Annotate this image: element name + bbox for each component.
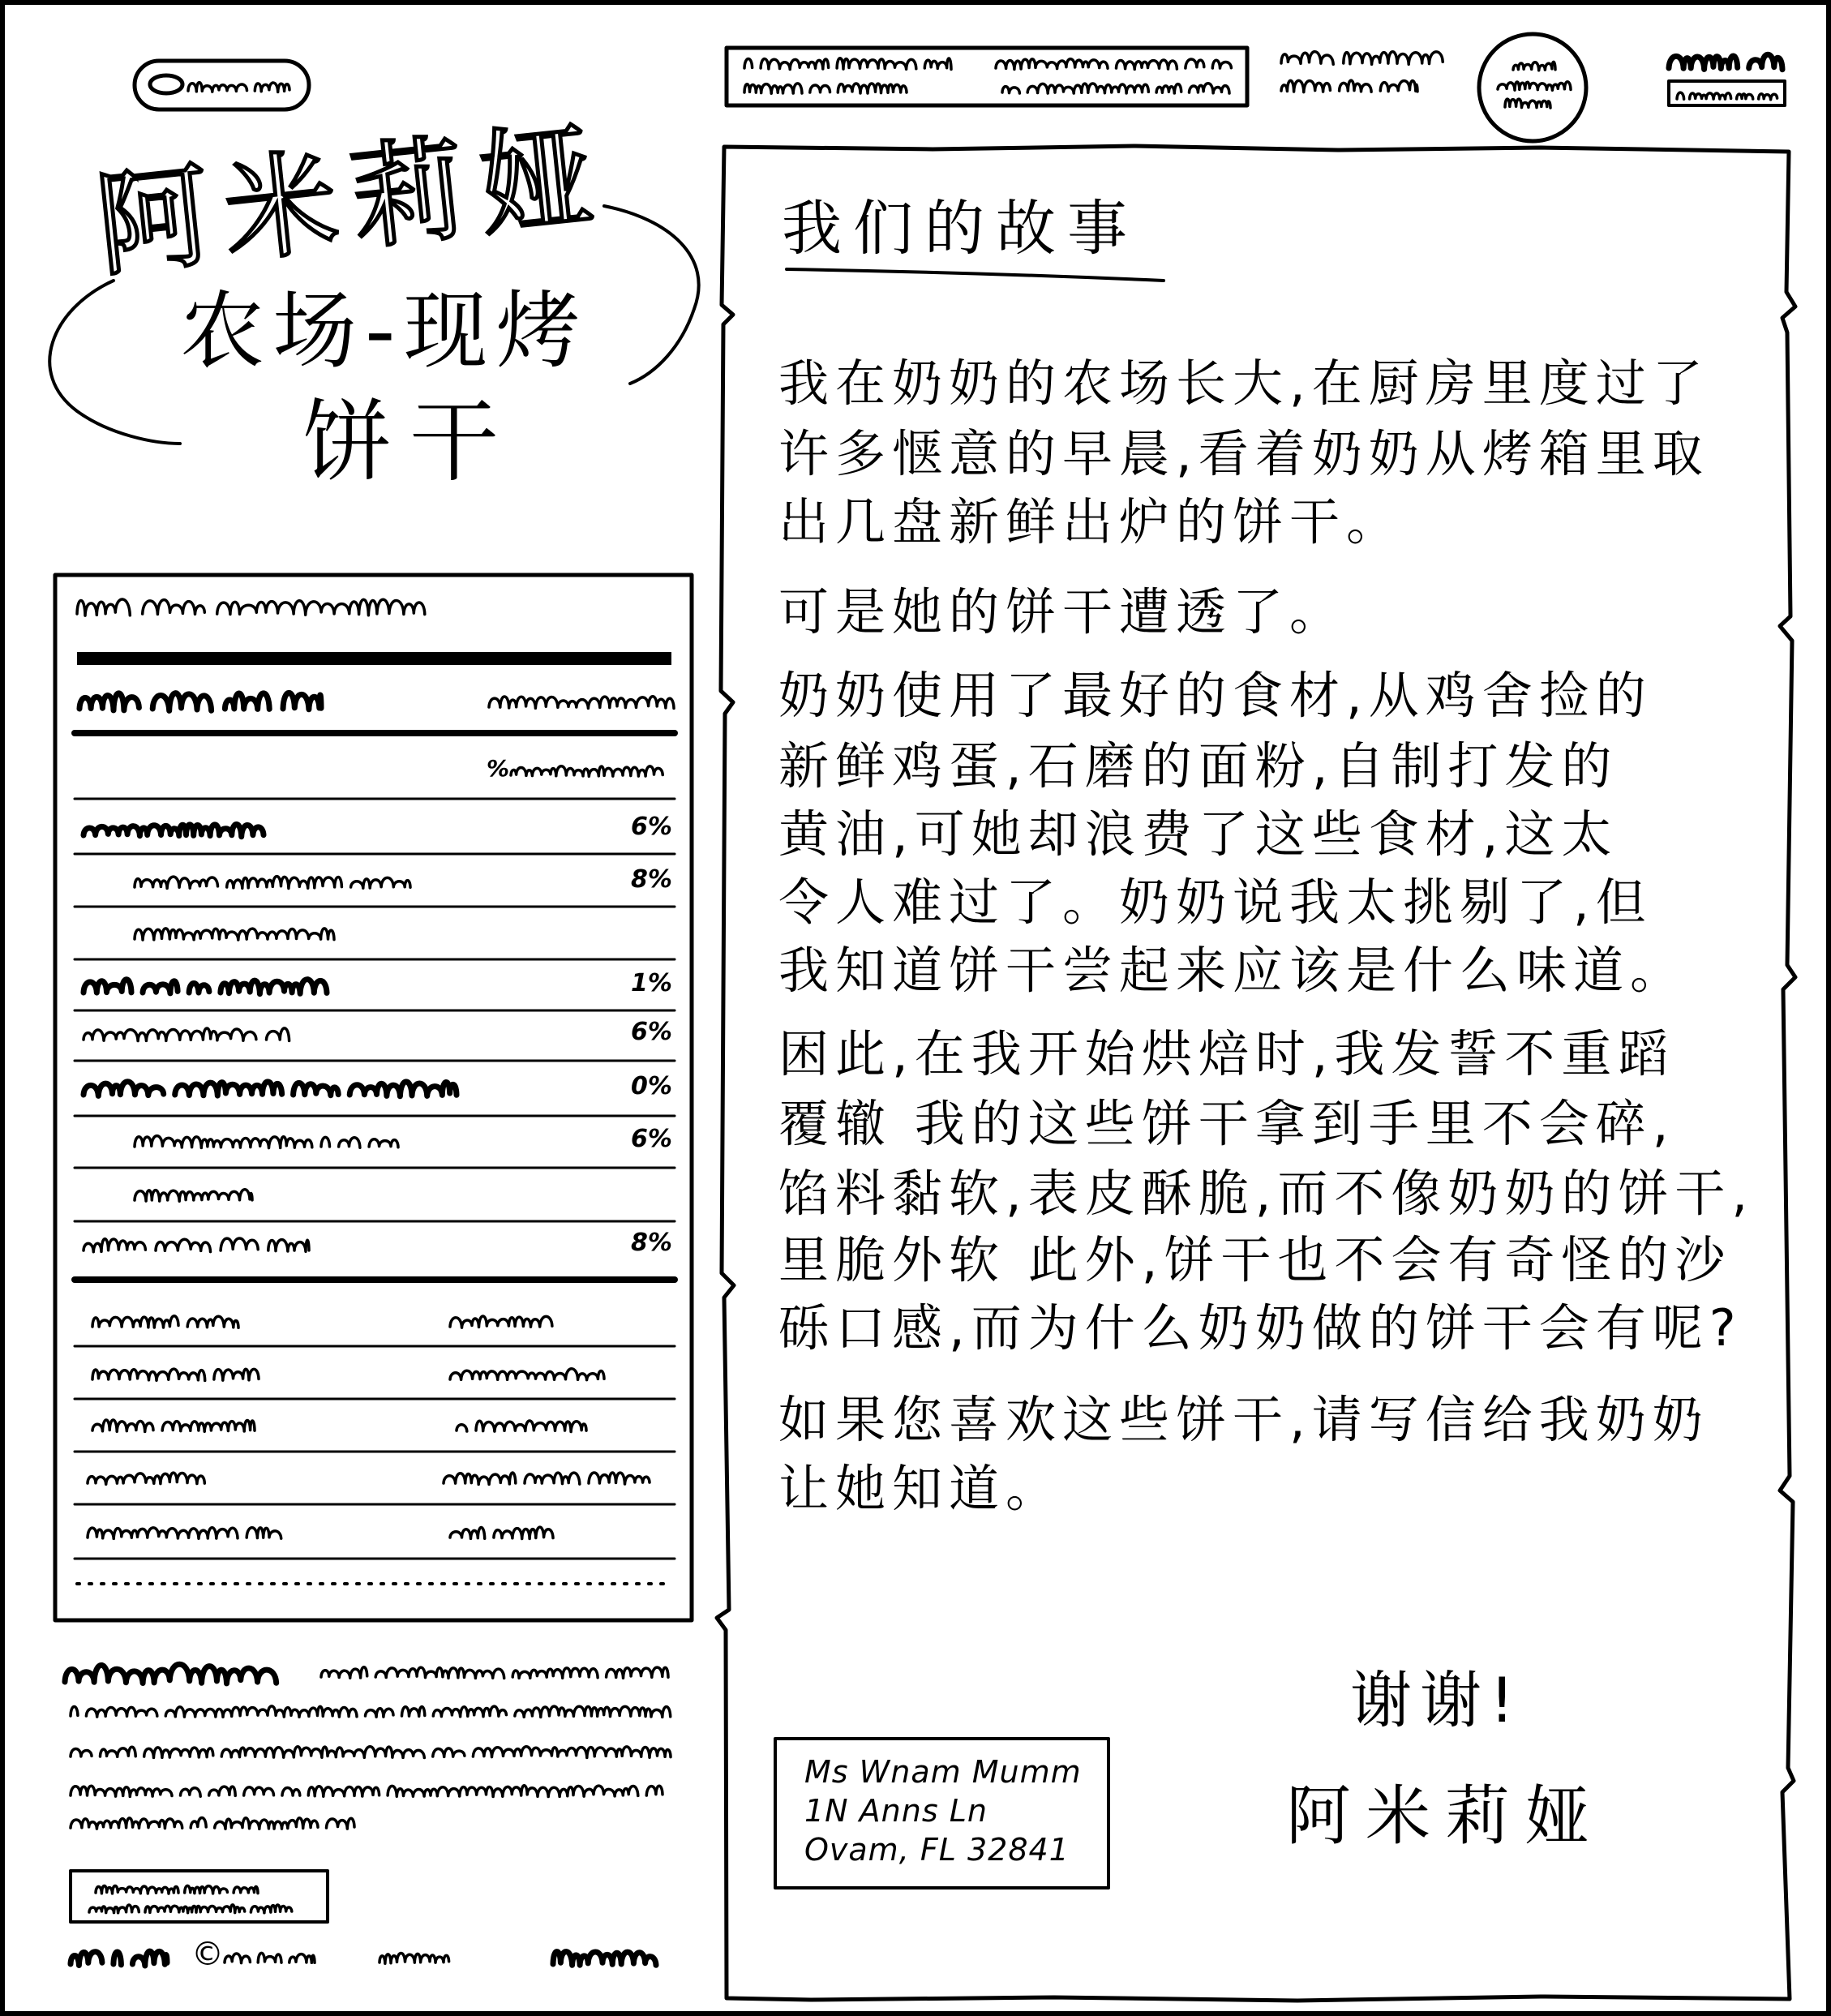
daily-value: 8% [631,865,672,894]
letter-line: 馅料黏软,表皮酥脆,而不像奶奶的饼干, [778,1164,1755,1223]
letter-line: 可是她的饼干遭透了。 [778,582,1347,641]
copyright-icon: © [191,1936,224,1973]
letter-line: 里脆外软 此外,饼干也不会有奇怪的沙 [778,1230,1732,1289]
letter-line: 奶奶使用了最好的食材,从鸡舍捡的 [778,666,1653,725]
product-name: 饼干 [302,390,517,494]
daily-value: 0% [631,1072,672,1100]
letter-line: 覆辙 我的这些饼干拿到手里不会碎, [778,1094,1675,1153]
letter-line: 让她知道。 [778,1459,1063,1518]
letter-line: 令人难过了。奶奶说我太挑剔了,但 [778,873,1653,932]
daily-value: 1% [631,969,672,997]
daily-value: 6% [631,1125,672,1153]
letter-line: 我在奶奶的农场长大,在厨房里度过了 [778,354,1709,413]
letter-closing: 谢谢! [1350,1664,1523,1736]
daily-value: 8% [631,1229,672,1257]
letter-heading: 我们的故事 [782,194,1138,264]
letter-line: 新鲜鸡蛋,石磨的面粉,自制打发的 [778,736,1619,796]
address-line: Ms Wnam Mumm [804,1754,1082,1790]
letter-signature: 阿米莉娅 [1286,1778,1604,1854]
brand-name-outline: 阿米莉娅 [90,108,614,294]
daily-value: 6% [631,1018,672,1046]
letter-line: 困此,在我开始烘焙时,我发誓不重蹈 [778,1024,1675,1083]
letter-line: 许多惬意的早晨,看着奶奶从烤箱里取 [778,424,1709,483]
letter-line: 出几盘新鲜出炉的饼干。 [778,492,1404,551]
address-line: 1N Anns Ln [804,1793,988,1829]
letter-line: 如果您喜欢这些饼干,请写信给我奶奶 [778,1390,1709,1449]
daily-value: 6% [631,813,672,841]
letter-line: 砾口感,而为什么奶奶做的饼干会有呢? [778,1298,1743,1358]
letter-line: 黄油,可她却浪费了这些食材,这太 [778,804,1619,864]
address-line: Ovam, FL 32841 [804,1832,1070,1868]
letter-line: 我知道饼干尝起来应该是什么味道。 [778,941,1687,1000]
brand-tagline: 农场-现烤 [180,281,589,380]
daily-value-header: % [487,755,510,782]
